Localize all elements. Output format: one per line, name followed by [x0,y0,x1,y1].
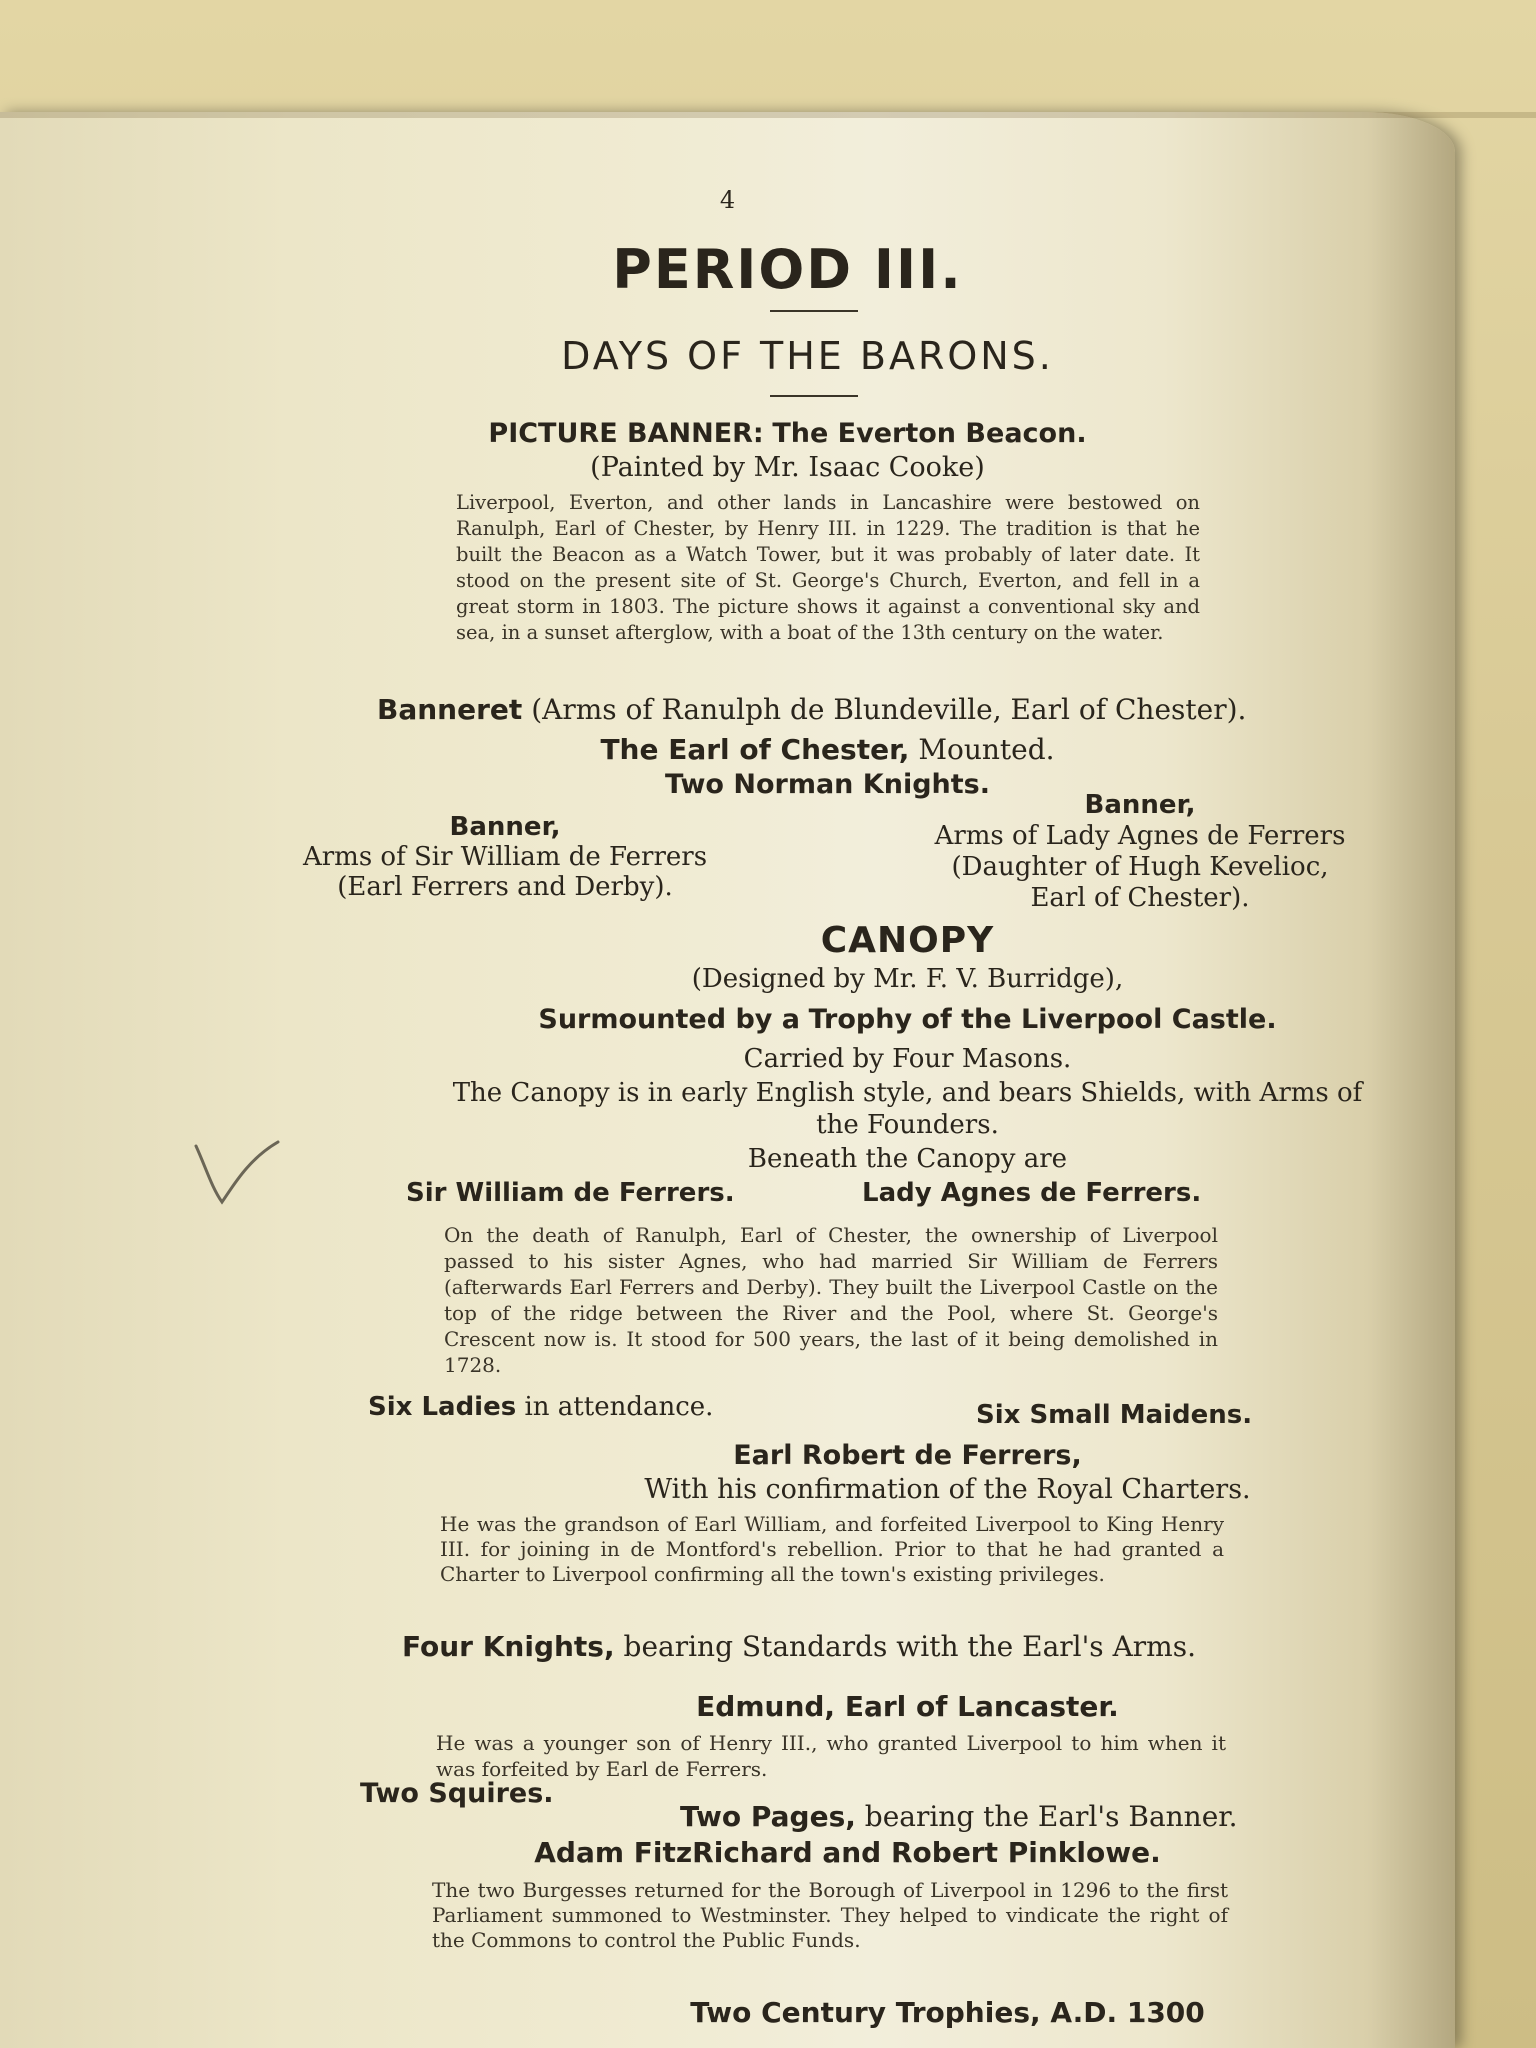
two-pages-rest: bearing the Earl's Banner. [864,1800,1238,1833]
picture-banner-painter: (Painted by Mr. Isaac Cooke) [590,452,985,483]
edmund-name: Edmund, Earl of Lancaster. [696,1690,1119,1723]
six-small-maidens: Six Small Maidens. [976,1400,1253,1430]
divider-rule [770,395,858,397]
picture-banner-heading [0,418,1515,449]
two-pages-line [680,1800,1237,1833]
sir-william-de-ferrers: Sir William de Ferrers. [406,1178,735,1208]
earl-of-chester-name: The Earl of Chester, [600,733,910,766]
picture-banner-name: The Everton Beacon. [772,418,1087,449]
earl-of-chester-line [0,733,1536,766]
picture-banner-lead: PICTURE BANNER: [488,418,764,449]
two-norman-knights: Two Norman Knights. [665,769,990,800]
banner-right-label: Banner, [1084,790,1196,820]
century-trophies: Two Century Trophies, A.D. 1300 [690,1996,1205,2029]
six-ladies-label: Six Ladies [368,1392,517,1422]
canopy-trophy: Trophy of the Liverpool Castle. [808,1004,1277,1035]
canopy-surmounted [0,1004,1536,1035]
divider-rule [770,310,858,312]
banner-right-line1: Arms of Lady Agnes de Ferrers [934,821,1346,851]
banneret-line [377,693,1246,726]
four-knights-line [402,1630,1196,1663]
canopy-style-line2: the Founders. [816,1110,999,1140]
banner-left-label: Banner, [449,812,561,842]
earl-robert-name: Earl Robert de Ferrers, [733,1440,1082,1471]
banner-right [905,790,1375,914]
two-squires: Two Squires. [360,1778,554,1809]
burgesses-names: Adam FitzRichard and Robert Pinklowe. [534,1836,1161,1869]
period-title: PERIOD III. [612,238,963,301]
six-ladies-rest: in attendance. [524,1392,714,1422]
lady-agnes-de-ferrers: Lady Agnes de Ferrers. [862,1178,1202,1208]
four-knights-label: Four Knights, [402,1630,615,1663]
banner-left-line2: (Earl Ferrers and Derby). [337,872,673,902]
edmund-description: He was a younger son of Henry III., who granted Liverpool to him when it was forfeited by Earl de Ferrers. [436,1731,1226,1781]
six-ladies-line [368,1392,713,1422]
banneret-label: Banneret [377,693,523,726]
canopy-surmounted-pre: Surmounted by a [538,1004,800,1035]
banner-left-line1: Arms of Sir William de Ferrers [302,842,708,872]
banner-left [290,812,720,902]
four-knights-rest: bearing Standards with the Earl's Arms. [623,1630,1196,1663]
canopy-designer: (Designed by Mr. F. V. Burridge), [691,964,1124,994]
banneret-arms: (Arms of Ranulph de Blundeville, Earl of Chester). [531,693,1247,726]
earl-robert-confirmation: With his confirmation of the Royal Charters. [644,1474,1251,1505]
section-subtitle: DAYS OF THE BARONS. [561,334,1054,378]
canopy-style-line1: The Canopy is in early English style, and bears Shields, with Arms of [452,1078,1363,1108]
picture-banner-description: Liverpool, Everton, and other lands in Lancashire were bestowed on Ranulph, Earl of Chester, by Henry III. in 1229. The tradition is that he built the Beacon as a Watch Tower, but it was probably of later date. It stood on the present site of St. George's Church, Everton, and fell in a great storm in 1803. The picture shows it against a conventional sky and sea, in a sunset afterglow, with a boat of the 13th century on the water. [456,491,1200,644]
banner-right-line2: (Daughter of Hugh Kevelioc, [951,852,1329,882]
page-number: 4 [719,186,736,214]
burgesses-description: The two Burgesses returned for the Borough of Liverpool in 1296 to the first Parliament summoned to Westminster. They helped to vindicate the right of the Commons to control the Public Funds. [432,1878,1228,1952]
canopy-beneath: Beneath the Canopy are [747,1144,1068,1174]
checkmark-icon [192,1138,282,1208]
banner-right-line3: Earl of Chester). [1030,883,1250,913]
ferrers-description: On the death of Ranulph, Earl of Chester, the ownership of Liverpool passed to his sister Agnes, who had married Sir William de Ferrers (afterwards Earl Ferrers and Derby). They built the Liverpool Castle on the top of the ridge between the River and the Pool, where St. George's Crescent now is. It stood for 500 years, the last of it being demolished in 1728. [444,1223,1218,1377]
canopy-carried: Carried by Four Masons. [743,1044,1072,1074]
canopy-title: CANOPY [820,920,995,961]
two-pages-label: Two Pages, [680,1800,856,1833]
earl-robert-description: He was the grandson of Earl William, and forfeited Liverpool to King Henry III. for joining in de Montford's rebellion. Prior to that he had granted a Charter to Liverpool confirming all the town's existing privileges. [440,1512,1224,1586]
earl-of-chester-mounted: Mounted. [918,733,1055,766]
